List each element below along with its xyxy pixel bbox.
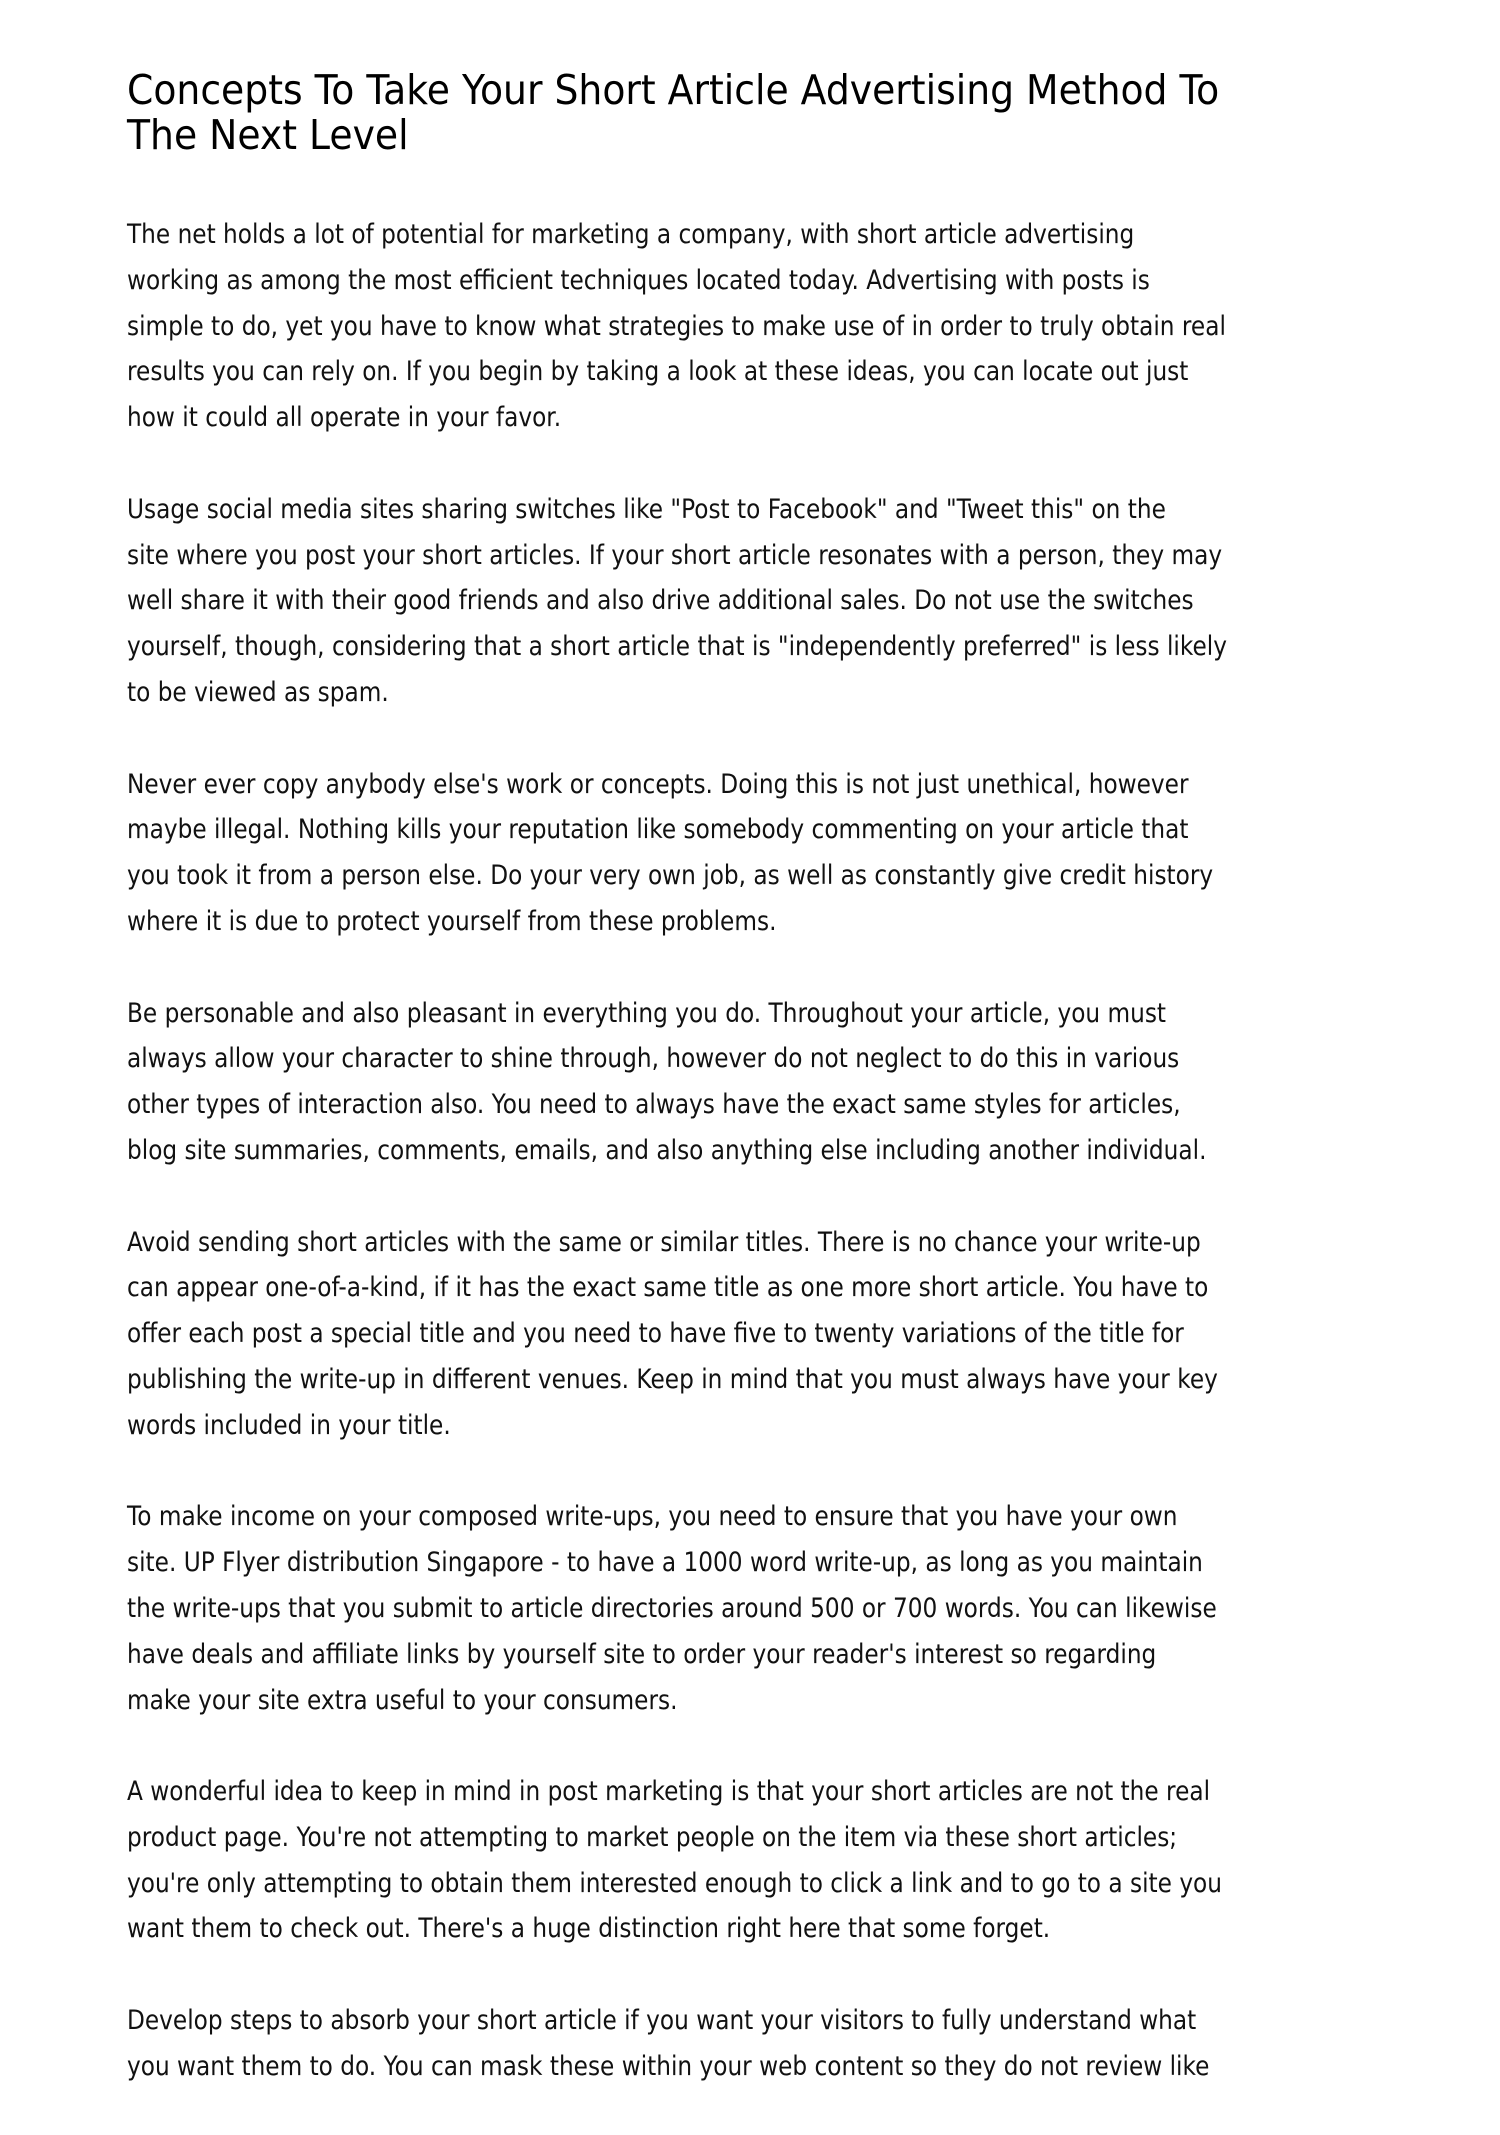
paragraph-line: always allow your character to shine through, however do not neglect to do this in various xyxy=(127,1043,1180,1075)
paragraph-line: the write-ups that you submit to article directories around 500 or 700 words. You can likewise xyxy=(127,1592,1217,1624)
paragraph-line: Be personable and also pleasant in everything you do. Throughout your article, you must xyxy=(127,997,1167,1029)
paragraph-line: publishing the write-up in different venues. Keep in mind that you must always have your key xyxy=(127,1363,1218,1395)
paragraph-line: can appear one-of-a-kind, if it has the exact same title as one more short article. You have to xyxy=(127,1272,1209,1304)
paragraph-line: results you can rely on. If you begin by taking a look at these ideas, you can locate out just xyxy=(127,356,1189,388)
paragraph xyxy=(127,762,1387,945)
paragraph-line: you took it from a person else. Do your very own job, as well as constantly give credit history xyxy=(127,860,1214,892)
paragraph-line: maybe illegal. Nothing kills your reputation like somebody commenting on your article that xyxy=(127,814,1189,846)
paragraph-line: working as among the most efficient techniques located today. Advertising with posts is xyxy=(127,264,1150,296)
article-title xyxy=(127,68,1286,158)
paragraph-line: other types of interaction also. You need to always have the exact same styles for articles, xyxy=(127,1089,1181,1121)
paragraph-line: The net holds a lot of potential for marketing a company, with short article advertising xyxy=(127,219,1135,250)
paragraph-line: where it is due to protect yourself from these problems. xyxy=(127,905,777,937)
paragraph-line: offer each post a special title and you need to have five to twenty variations of the title for xyxy=(127,1318,1184,1350)
paragraph xyxy=(127,1769,1387,1952)
title-line: The Next Level xyxy=(127,111,409,159)
title-line: Concepts To Take Your Short Article Advertising Method To xyxy=(127,66,1220,114)
paragraph-line: To make income on your composed write-ups, you need to ensure that you have your own xyxy=(127,1501,1178,1533)
paragraph-line: you want them to do. You can mask these within your web content so they do not review like xyxy=(127,2050,1210,2082)
paragraph-line: Avoid sending short articles with the same or similar titles. There is no chance your write-up xyxy=(127,1226,1201,1258)
paragraph-line: Develop steps to absorb your short article if you want your visitors to fully understand what xyxy=(127,2005,1197,2037)
paragraph-line: have deals and affiliate links by yourself site to order your reader's interest so regarding xyxy=(127,1638,1157,1670)
paragraph-line: product page. You're not attempting to market people on the item via these short articles; xyxy=(127,1821,1178,1853)
paragraph xyxy=(127,487,1387,716)
paragraph xyxy=(127,1220,1387,1449)
paragraph-line: you're only attempting to obtain them interested enough to click a link and to go to a site you xyxy=(127,1867,1222,1899)
paragraph-line: A wonderful idea to keep in mind in post marketing is that your short articles are not the real xyxy=(127,1776,1211,1808)
paragraph-line: Usage social media sites sharing switches like "Post to Facebook" and "Tweet this" on the xyxy=(127,493,1166,525)
paragraph-line: site. UP Flyer distribution Singapore - to have a 1000 word write-up, as long as you maintain xyxy=(127,1547,1203,1579)
paragraph-line: make your site extra useful to your consumers. xyxy=(127,1684,678,1716)
paragraph-line: site where you post your short articles. If your short article resonates with a person, they may xyxy=(127,539,1223,571)
article-body xyxy=(127,212,1387,2135)
paragraph-line: how it could all operate in your favor. xyxy=(127,402,562,434)
paragraph xyxy=(127,1998,1387,2090)
paragraph-line: Never ever copy anybody else's work or concepts. Doing this is not just unethical, however xyxy=(127,768,1189,800)
paragraph-line: well share it with their good friends and also drive additional sales. Do not use the switches xyxy=(127,585,1194,617)
paragraph-line: to be viewed as spam. xyxy=(127,676,389,708)
paragraph-line: want them to check out. There's a huge distinction right here that some forget. xyxy=(127,1913,1051,1945)
paragraph xyxy=(127,212,1387,441)
paragraph-line: simple to do, yet you have to know what strategies to make use of in order to truly obtain real xyxy=(127,310,1226,342)
paragraph xyxy=(127,991,1387,1174)
paragraph-line: words included in your title. xyxy=(127,1409,451,1441)
paragraph-line: blog site summaries, comments, emails, and also anything else including another individual. xyxy=(127,1134,1207,1166)
paragraph xyxy=(127,1494,1387,1723)
paragraph-line: yourself, though, considering that a short article that is "independently preferred" is less likely xyxy=(127,631,1227,663)
